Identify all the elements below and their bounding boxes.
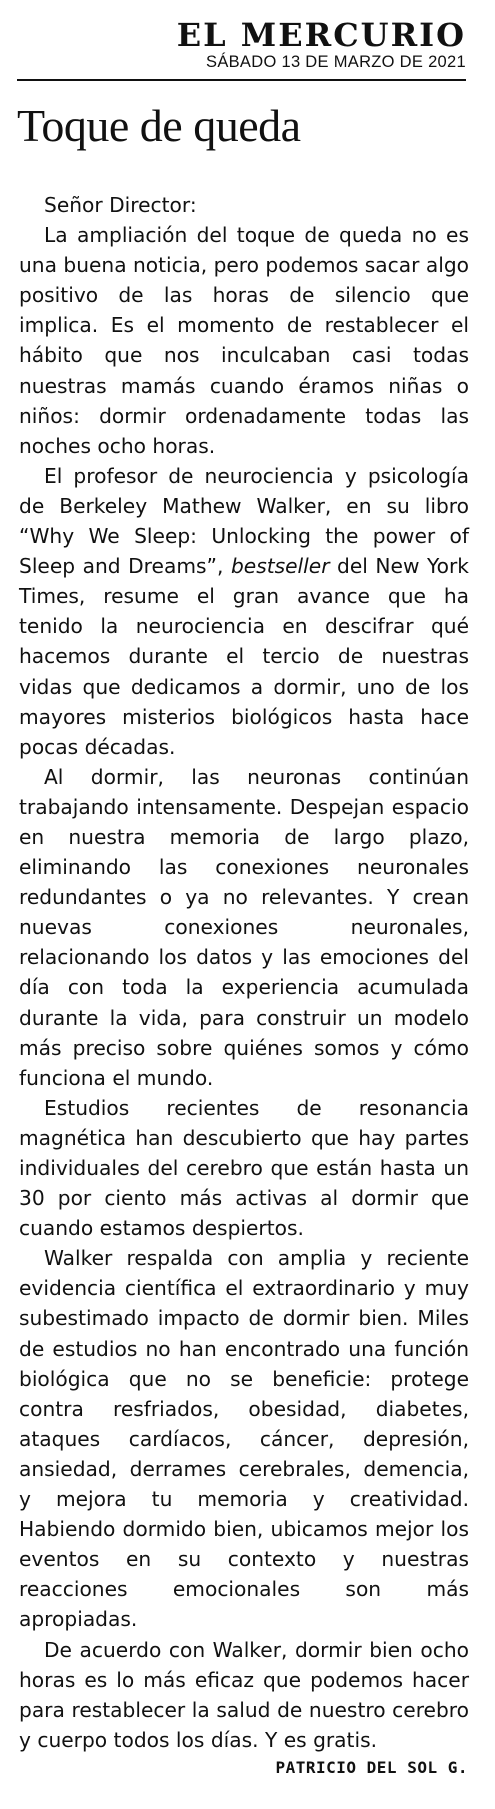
letter-paragraph: La ampliación del toque de queda no es una buena noticia, pero podemos sacar algo positivo de las horas de silencio que implica. Es el momento de restablecer el hábito que nos inculcaban casi todas nuestras mamás cuando éramos niñas o niños: dormir ordenadamente todas las noches ocho horas.: [19, 223, 469, 458]
letter-paragraph: Walker respalda con amplia y reciente evidencia científica el extraordinario y muy subestimado impacto de dormir bien. Miles de estudios no han encontrado una función biológica que no se beneficie: protege contra resfriados, obesidad, diabetes, ataques cardíacos, cáncer, depresión, ansiedad, derrames cerebrales, demencia, y mejora tu memoria y creatividad. Habiendo dormido bien, ubicamos mejor los eventos en su contexto y nuestras reacciones emocionales son más apropiadas.: [19, 1246, 469, 1632]
paragraph-text: del New York Times, resume el gran avance que ha tenido la neurociencia en descifrar qué hacemos durante el tercio de nuestras vidas que dedicamos a dormir, uno de los mayores misterios biológicos hasta hace pocas décadas.: [19, 554, 469, 759]
paragraph-text: El profesor de neurociencia y psicología de Berkeley Mathew Walker, en su libro “Why We Sleep: Unlocking the power of Sleep and Dreams”,: [19, 463, 469, 579]
newspaper-name: EL MERCURIO: [176, 16, 466, 54]
letter-signature: PATRICIO DEL SOL G.: [275, 1758, 468, 1777]
italic-term: bestseller: [230, 554, 330, 579]
letter-paragraph: Al dormir, las neuronas continúan trabajando intensamente. Despejan espacio en nuestra memoria de largo plazo, eliminando las conexiones neuronales redundantes o ya no relevantes. Y crean nuevas conexiones neuronales, relacionando los datos y las emociones del día con toda la experiencia acumulada durante la vida, para construir un modelo más preciso sobre quiénes somos y cómo funciona el mundo.: [19, 764, 469, 1090]
letter-body: [19, 190, 469, 1755]
masthead-divider: [17, 79, 466, 81]
letter-headline: Toque de queda: [17, 100, 301, 151]
masthead: [177, 18, 466, 72]
letter-paragraph: De acuerdo con Walker, dormir bien ocho horas es lo más eficaz que podemos hacer para restablecer la salud de nuestro cerebro y cuerpo todos los días. Y es gratis.: [19, 1637, 469, 1752]
letter-salutation: Señor Director:: [44, 193, 197, 217]
publication-date: SÁBADO 13 DE MARZO DE 2021: [206, 53, 466, 71]
letter-paragraph: Estudios recientes de resonancia magnética han descubierto que hay partes individuales del cerebro que están hasta un 30 por ciento más activas al dormir que cuando estamos despiertos.: [19, 1095, 469, 1241]
letter-paragraph: [19, 461, 469, 762]
